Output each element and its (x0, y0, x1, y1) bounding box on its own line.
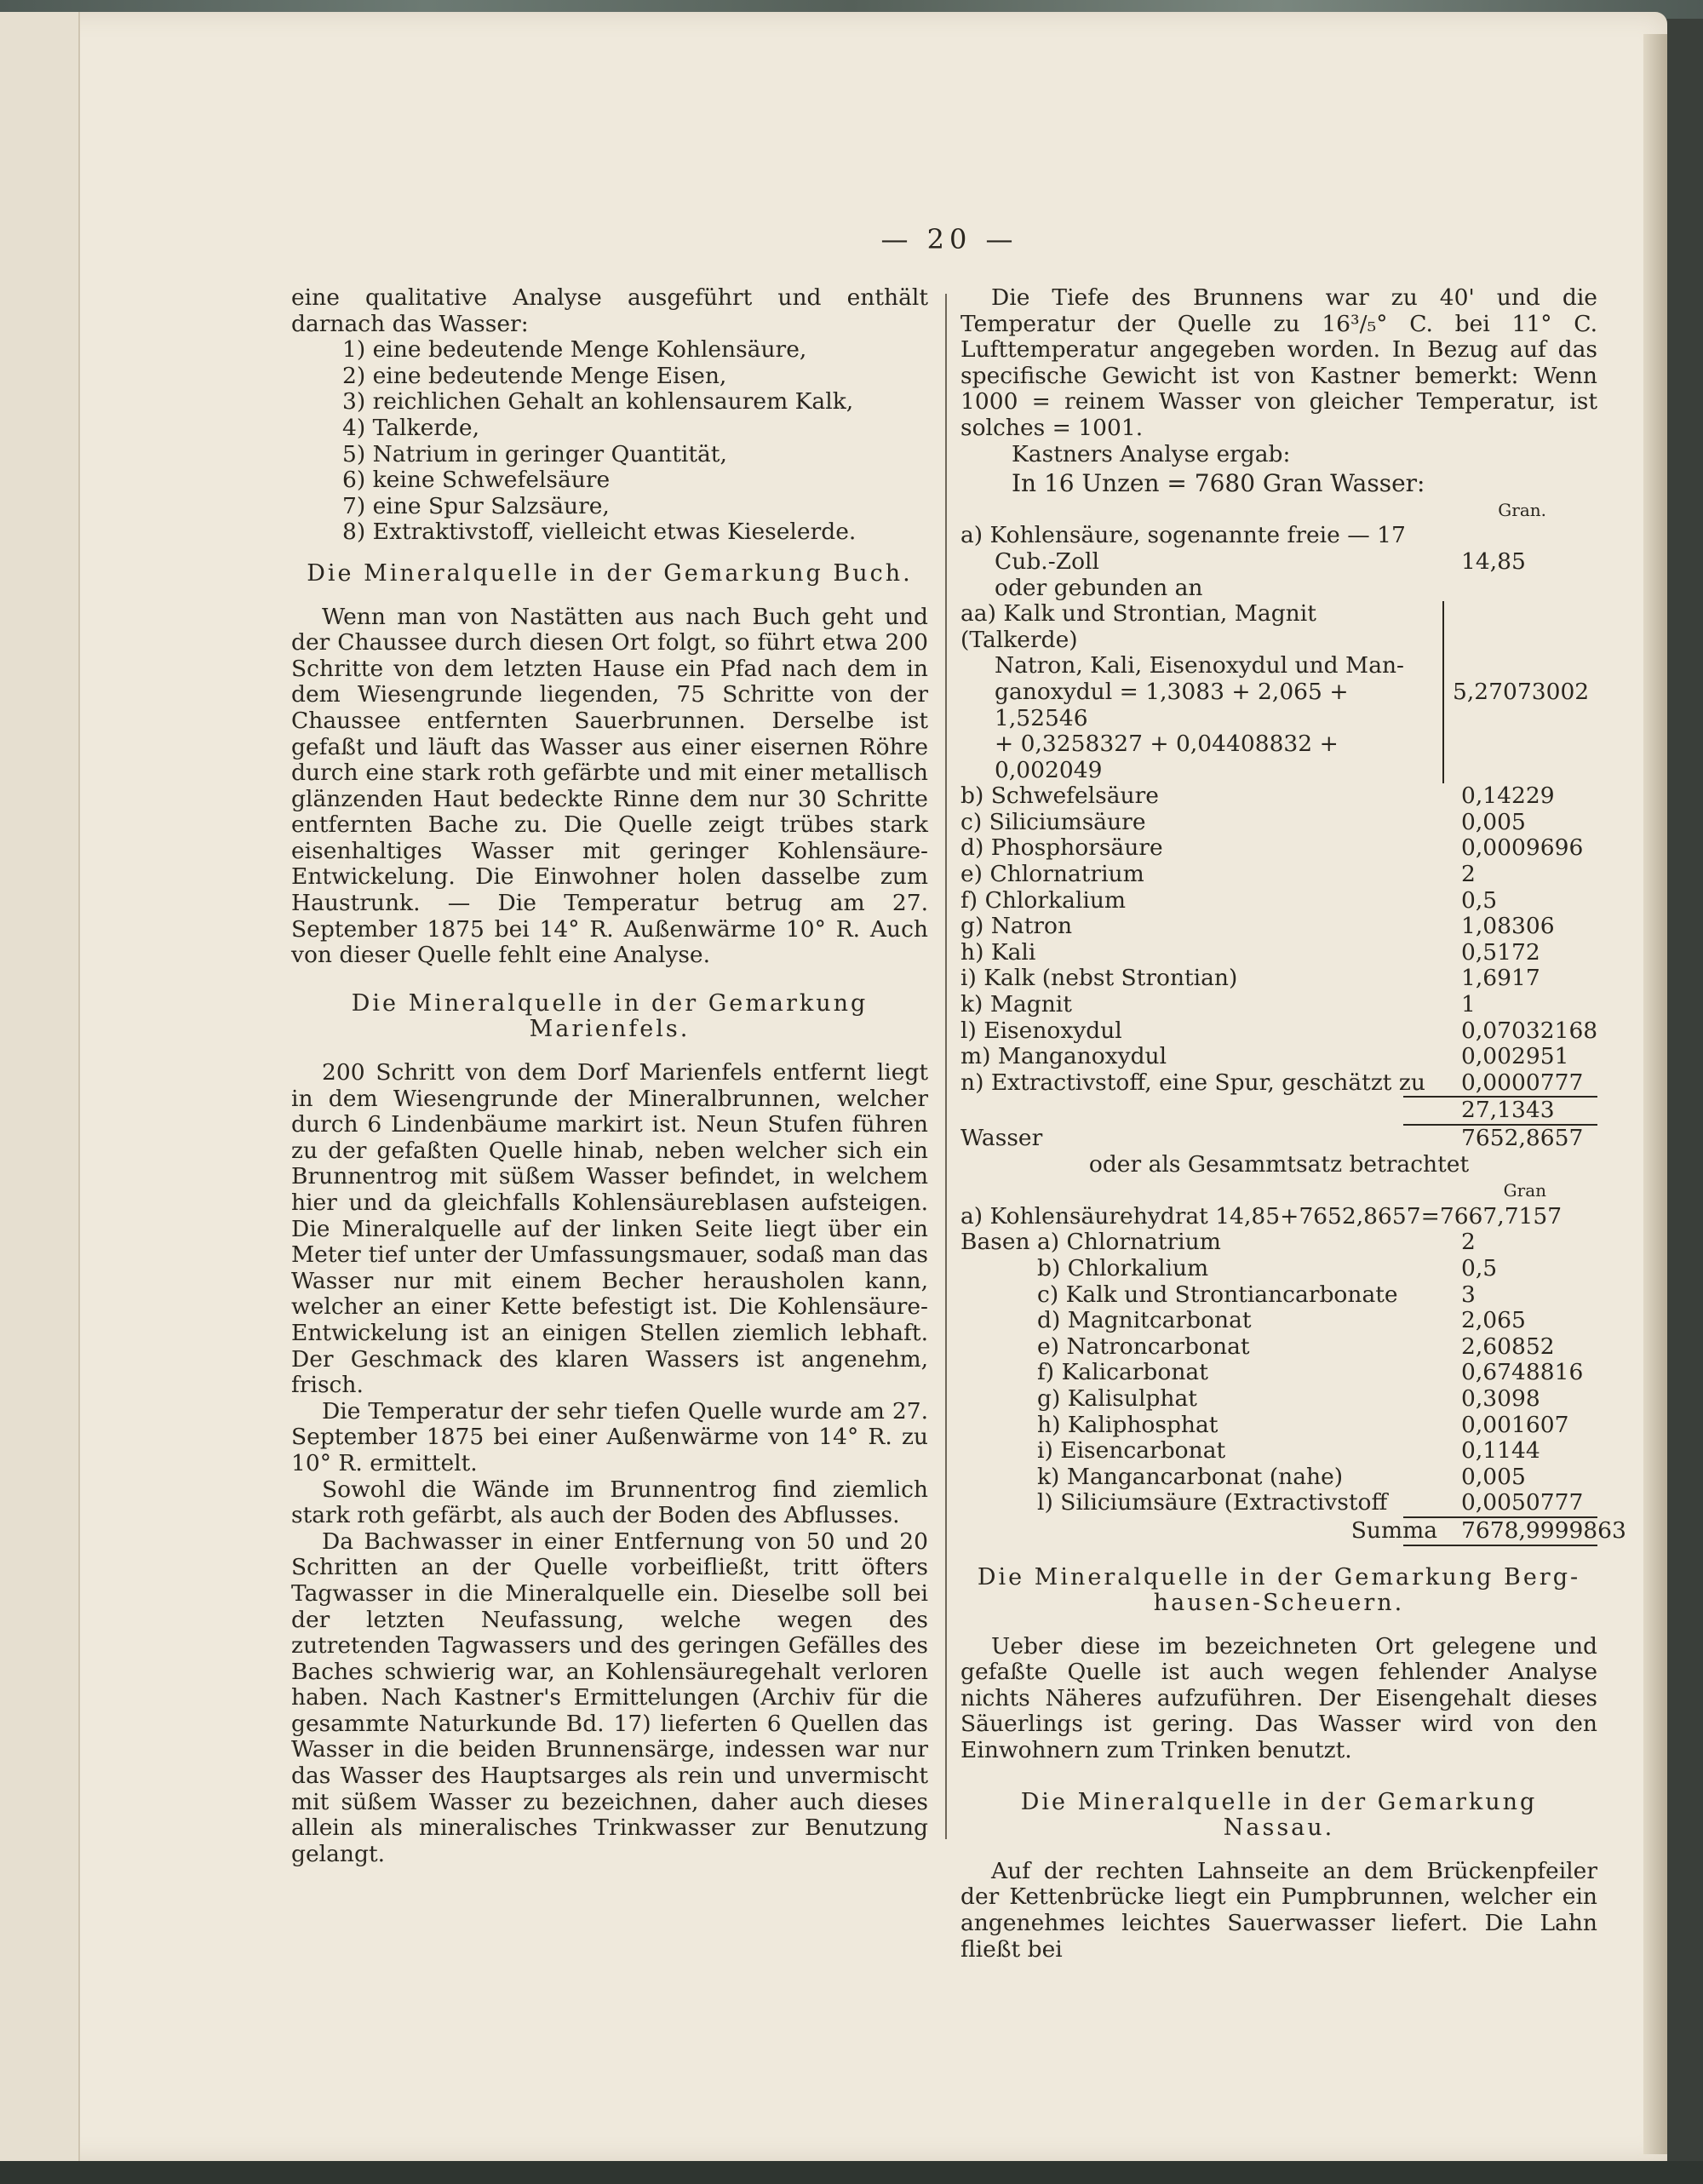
gran-header: Gran (1503, 1180, 1546, 1201)
row-value: 0,001607 (1461, 1411, 1569, 1438)
qualitative-list (291, 337, 928, 546)
row-value: 0,6748816 (1461, 1359, 1584, 1386)
table-row (1037, 1413, 1597, 1439)
table-row (960, 992, 1597, 1018)
list-item: 3) reichlichen Gehalt an kohlensaurem Kalk, (342, 388, 854, 416)
row-value: 2 (1461, 861, 1476, 888)
row-label: l) Siliciumsäure (Extractivstoff (1037, 1489, 1388, 1516)
row-label: i) Eisencarbonat (1037, 1437, 1226, 1465)
heading-nassau: Die Mineralquelle in der Gemarkung Nassau. (1020, 1788, 1538, 1842)
hydrat-line: a) Kohlensäurehydrat 14,85+7652,8657=7667,7157 (960, 1202, 1563, 1230)
paragraph-berghausen: Ueber diese im bezeichneten Ort gelegene und gefaßte Quelle ist auch wegen fehlender Analyse nichts Näheres aufzuführen. Der Eisengehalt dieses Säuerlings ist gering. Das Wasser wird von den Einwohnern zum Trinken benutzt. (960, 1632, 1597, 1764)
row-label: n) Extractivstoff, eine Spur, geschätzt zu (960, 1069, 1425, 1096)
paragraph-tiefe: Die Tiefe des Brunnens war zu 40' und die Temperatur der Quelle zu 16³/₅° C. bei 11° C. Lufttemperatur angegeben worden. In Bezug auf das specifische Gewicht ist von Kastner bemerkt: Wenn 1000 = reinem Wasser von gleicher Temperatur, ist solches = 1001. (960, 284, 1597, 441)
row-label: d) Phosphorsäure (960, 834, 1163, 862)
row-value: 0,5 (1461, 886, 1498, 914)
row-label: f) Kalicarbonat (1037, 1359, 1208, 1386)
sum-rule (1403, 1545, 1597, 1546)
table-row (960, 549, 1597, 576)
table-row (1037, 1490, 1597, 1516)
basen-label: Basen (960, 1229, 1030, 1256)
row-value: 0,005 (1461, 1463, 1526, 1490)
row-label: g) Natron (960, 913, 1073, 940)
basen-rows (1037, 1230, 1597, 1516)
row-value: 0,0000777 (1461, 1069, 1584, 1096)
row-label: + 0,3258327 + 0,04408832 + 0,002049 (995, 731, 1339, 783)
page-gutter (1643, 34, 1667, 2154)
row-label: b) Chlorkalium (1037, 1254, 1209, 1281)
row-label: i) Kalk (nebst Strontian) (960, 965, 1238, 992)
list-item: 4) Talkerde, (342, 414, 479, 441)
list-item: 1) eine bedeutende Menge Kohlensäure, (342, 336, 807, 364)
column-divider (945, 294, 947, 1839)
row-value: 1,08306 (1461, 913, 1555, 940)
row-label: g) Kalisulphat (1037, 1384, 1197, 1412)
table-row (960, 1070, 1597, 1097)
paragraph-marienfels-3: Sowohl die Wände im Brunnentrog find ziemlich stark roth gefärbt, als auch der Boden des Abflusses. (291, 1476, 928, 1529)
analysis-table (960, 522, 1626, 1545)
row-value: 0,07032168 (1461, 1017, 1598, 1044)
list-item: 7) eine Spur Salzsäure, (342, 492, 610, 519)
unzen-line: In 16 Unzen = 7680 Gran Wasser: (1012, 469, 1425, 498)
row-label: c) Siliciumsäure (960, 808, 1146, 835)
row-value: 0,0050777 (1461, 1489, 1584, 1516)
row-label: Wasser (960, 1125, 1043, 1151)
list-item: 5) Natrium in geringer Quantität, (342, 440, 727, 467)
bracket-group (960, 601, 1597, 783)
gesammtsatz-caption: oder als Gesammtsatz betrachtet (1088, 1150, 1470, 1178)
row-label: ganoxydul = 1,3083 + 2,065 + 1,52546 (995, 678, 1349, 731)
intro-text: eine qualitative Analyse ausgeführt und enthält darnach das Wasser: (291, 284, 928, 337)
row-value: 7652,8657 (1461, 1125, 1584, 1151)
table-row (1037, 1438, 1597, 1465)
row-value: 2,60852 (1461, 1333, 1555, 1360)
row-value: 0,5 (1461, 1254, 1498, 1281)
row-value: 3 (1461, 1281, 1476, 1308)
facing-page-edge (0, 12, 80, 2162)
row-label: e) Chlornatrium (960, 861, 1144, 888)
table-row (1037, 1308, 1597, 1334)
table-row (960, 783, 1597, 810)
table-row (960, 523, 1597, 549)
row-label: b) Schwefelsäure (960, 782, 1159, 810)
list-item: 8) Extraktivstoff, vielleicht etwas Kieselerde. (342, 519, 857, 546)
table-row (960, 810, 1597, 836)
row-value: 0,002951 (1461, 1043, 1569, 1070)
page-number: — 20 — (880, 223, 1018, 255)
row-value: 2,065 (1461, 1307, 1526, 1334)
row-value: 0,0009696 (1461, 834, 1584, 862)
left-column (291, 285, 928, 1867)
gran-header: Gran. (1498, 499, 1546, 520)
summa-value: 7678,9999863 (1461, 1516, 1626, 1544)
paragraph-nassau: Auf der rechten Lahnseite an dem Brückenpfeiler der Kettenbrücke liegt ein Pumpbrunnen, welcher ein angenehmes leichtes Sauerwasser liefert. Die Lahn fließt bei (960, 1857, 1597, 1963)
row-label: e) Natroncarbonat (1037, 1333, 1250, 1360)
row-value: 0,1144 (1461, 1437, 1540, 1465)
heading-marienfels-line1: Die Mineralquelle in der Gemarkung (351, 989, 869, 1017)
analysis-rows (960, 783, 1597, 1096)
list-item: 2) eine bedeutende Menge Eisen, (342, 362, 727, 389)
row-label: k) Magnit (960, 991, 1072, 1018)
table-row (1037, 1360, 1597, 1386)
row-value: 14,85 (1461, 547, 1526, 575)
row-value: 0,14229 (1461, 782, 1555, 810)
heading-berghausen-line2: hausen-Scheuern. (1153, 1590, 1405, 1617)
row-value: 2 (1461, 1229, 1476, 1256)
table-row (960, 914, 1597, 940)
table-row (960, 835, 1597, 862)
table-row (1037, 1334, 1597, 1361)
row-label: a) Kohlensäure, sogenannte freie — 17 (960, 522, 1406, 549)
table-row (960, 1516, 1626, 1545)
row-value: 0,5172 (1461, 938, 1540, 966)
row-label: Summa (1350, 1516, 1437, 1544)
table-row (960, 888, 1597, 914)
total-value: 27,1343 (1461, 1097, 1555, 1124)
bottom-binding-edge (0, 2161, 1703, 2184)
table-row (960, 1126, 1597, 1152)
kastner-title: Kastners Analyse ergab: (1012, 440, 1291, 467)
row-label: a) Chlornatrium (1037, 1229, 1221, 1256)
row-value: 5,27073002 (1453, 678, 1590, 705)
list-item: 6) keine Schwefelsäure (342, 467, 611, 494)
row-label: Natron, Kali, Eisenoxydul und Man- (995, 652, 1405, 679)
row-value: 0,3098 (1461, 1384, 1540, 1412)
table-row (960, 966, 1597, 992)
heading-marienfels-line2: Marienfels. (529, 1016, 691, 1043)
row-label: oder gebunden an (995, 574, 1203, 601)
table-row (1037, 1386, 1597, 1413)
row-label: h) Kali (960, 938, 1036, 966)
row-label: aa) Kalk und Strontian, Magnit (Talkerde) (960, 600, 1316, 653)
row-value: 1 (1461, 991, 1476, 1018)
row-label: l) Eisenoxydul (960, 1017, 1122, 1044)
row-label: h) Kaliphosphat (1037, 1411, 1218, 1438)
row-label: d) Magnitcarbonat (1037, 1307, 1252, 1334)
table-row (960, 1044, 1597, 1070)
table-row (1037, 1256, 1597, 1282)
paragraph-marienfels-2: Die Temperatur der sehr tiefen Quelle wurde am 27. September 1875 bei einer Außenwärme von 14° R. zu 10° R. ermittelt. (291, 1397, 928, 1476)
table-row (1037, 1465, 1597, 1491)
row-value: 0,005 (1461, 808, 1526, 835)
table-row (1037, 1230, 1597, 1256)
row-label: k) Mangancarbonat (nahe) (1037, 1463, 1344, 1490)
row-label: c) Kalk und Strontiancarbonate (1037, 1281, 1398, 1308)
heading-berghausen-line1: Die Mineralquelle in der Gemarkung Berg- (977, 1563, 1581, 1591)
paragraph-buch: Wenn man von Nastätten aus nach Buch geht und der Chaussee durch diesen Ort folgt, so führt etwa 200 Schritte von dem letzten Hause ein Pfad nach dem in dem Wiesengrunde liegenden, 75 Schritte von der Chaussee entfernten Sauerbrunnen. Derselbe ist gefaßt und läuft das Wasser aus einer eisernen Röhre durch eine stark roth gefärbte und mit einer metallisch glänzenden Haut bedeckte Rinne dem nur 30 Schritte entfernten Bache zu. Die Quelle zeigt trübes stark eisenhaltiges Wasser mit geringer Kohlensäure-Entwickelung. Die Einwohner holen dasselbe zum Haustrunk. — Die Temperatur betrug am 27. September 1875 bei 14° R. Außenwärme 10° R. Auch von dieser Quelle fehlt eine Analyse. (291, 603, 928, 969)
table-row (960, 1098, 1597, 1124)
row-label: Cub.-Zoll (995, 547, 1100, 575)
heading-buch: Die Mineralquelle in der Gemarkung Buch. (307, 559, 913, 587)
table-row (960, 862, 1597, 888)
paragraph-marienfels-4: Da Bachwasser in einer Entfernung von 50 und 20 Schritten an der Quelle vorbeifließt, tritt öfters Tagwasser in die Mineralquelle ein. Dieselbe soll bei der letzten Neufassung, welche wegen des zutretenden Tagwassers und des geringen Gefälles des Baches schwierig war, an Kohlensäuregehalt verloren haben. Nach Kastner's Ermittelungen (Archiv für die gesammte Naturkunde Bd. 17) lieferten 6 Quellen das Wasser in die beiden Brunnensärge, indessen war nur das Wasser des Hauptsarges als rein und unvermischt mit süßem Wasser zu bezeichnen, daher auch dieses allein als mineralisches Trinkwasser zur Benutzung gelangt. (291, 1528, 928, 1867)
paragraph-marienfels-1: 200 Schritt von dem Dorf Marienfels entfernt liegt in dem Wiesengrunde der Mineralbrunnen, welcher durch 6 Lindenbäume markirt ist. Neun Stufen führen zu der gefaßten Quelle hinab, neben welcher sich ein Brunnentrog mit süßem Wasser befindet, in welchem hier und da gleichfalls Kohlensäureblasen aufsteigen. Die Mineralquelle auf der linken Seite liegt über ein Meter tief unter der Umfassungsmauer, sodaß man das Wasser nur mit einem Becher herausholen kann, welcher an einer Kette befestigt ist. Die Kohlensäure-Entwickelung ist an einigen Stellen ziemlich lebhaft. Der Geschmack des klaren Wassers ist angenehm, frisch. (291, 1059, 928, 1399)
table-row (1037, 1282, 1597, 1309)
table-row (960, 940, 1597, 966)
row-label: m) Manganoxydul (960, 1043, 1167, 1070)
right-column (960, 284, 1626, 1963)
table-row (960, 1018, 1597, 1045)
row-value: 1,6917 (1461, 965, 1540, 992)
row-label: f) Chlorkalium (960, 886, 1127, 914)
